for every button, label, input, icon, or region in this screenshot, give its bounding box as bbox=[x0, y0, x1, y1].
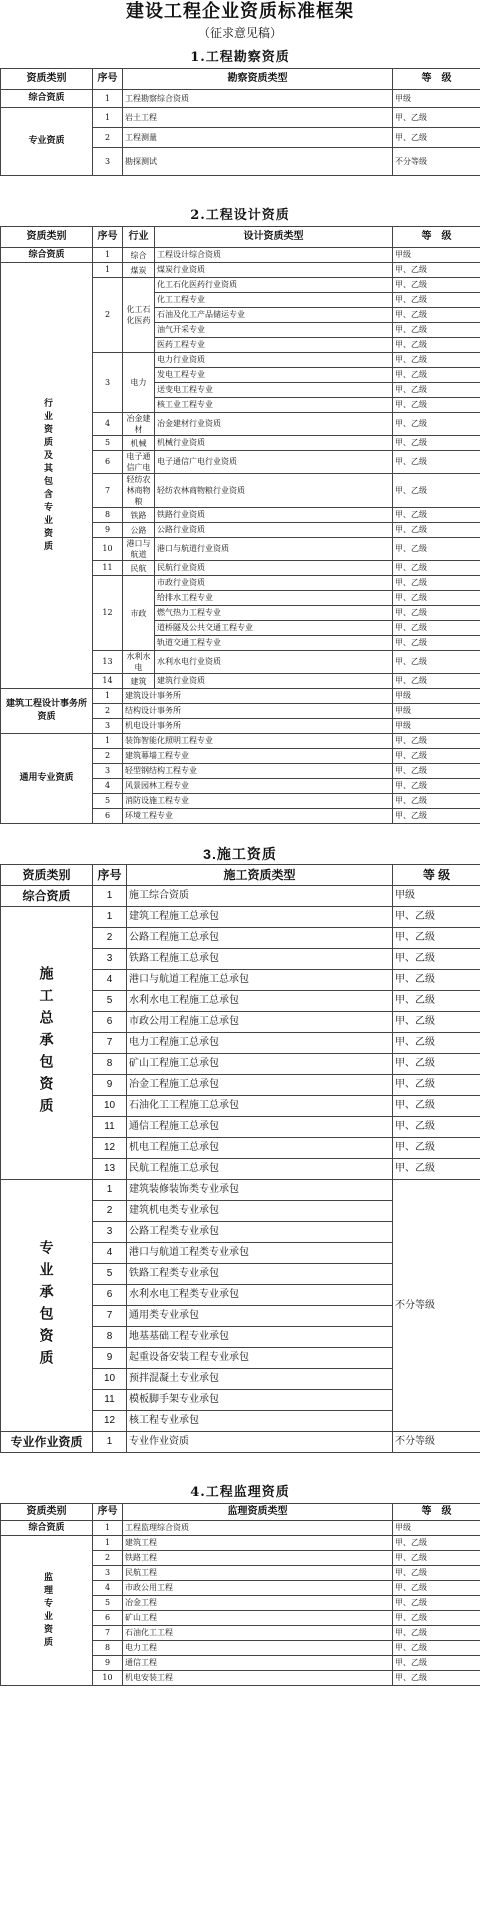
type-cell: 起重设备安装工程专业承包 bbox=[127, 1348, 393, 1369]
grade-cell: 甲级 bbox=[393, 90, 480, 108]
type-cell: 机电安装工程 bbox=[123, 1671, 393, 1686]
industry-cell: 建筑 bbox=[123, 674, 155, 689]
number-cell: 1 bbox=[93, 1536, 123, 1551]
grade-cell: 甲、乙级 bbox=[393, 413, 480, 436]
number-cell: 2 bbox=[93, 278, 123, 353]
number-cell: 11 bbox=[93, 1390, 127, 1411]
grade-cell: 甲、乙级 bbox=[393, 323, 480, 338]
number-cell: 10 bbox=[93, 1096, 127, 1117]
type-cell: 装饰智能化照明工程专业 bbox=[123, 734, 393, 749]
type-cell: 轻型钢结构工程专业 bbox=[123, 764, 393, 779]
grade-cell: 甲、乙级 bbox=[393, 907, 480, 928]
type-cell: 施工综合资质 bbox=[127, 886, 393, 907]
type-cell: 工程勘察综合资质 bbox=[123, 90, 393, 108]
supervision-table bbox=[0, 1503, 480, 1686]
type-cell: 工程测量 bbox=[123, 128, 393, 148]
type-cell: 矿山工程施工总承包 bbox=[127, 1054, 393, 1075]
grade-cell: 甲、乙级 bbox=[393, 508, 480, 523]
industry-cell: 电力 bbox=[123, 353, 155, 413]
number-cell: 3 bbox=[93, 148, 123, 176]
type-cell: 建筑装修装饰类专业承包 bbox=[127, 1180, 393, 1201]
category-cell: 施工总承包资质 bbox=[1, 907, 93, 1180]
grade-cell: 甲、乙级 bbox=[393, 1159, 480, 1180]
grade-cell: 甲、乙级 bbox=[393, 1033, 480, 1054]
grade-cell: 甲、乙级 bbox=[393, 749, 480, 764]
table-row bbox=[1, 248, 480, 263]
type-cell: 化工石化医药行业资质 bbox=[155, 278, 393, 293]
type-cell: 风景园林工程专业 bbox=[123, 779, 393, 794]
category-cell: 建筑工程设计事务所资质 bbox=[1, 689, 93, 734]
number-cell: 13 bbox=[93, 651, 123, 674]
number-cell: 3 bbox=[93, 949, 127, 970]
specialty-contract-rows bbox=[1, 1180, 480, 1432]
type-cell: 预拌混凝土专业承包 bbox=[127, 1369, 393, 1390]
number-cell: 7 bbox=[93, 1626, 123, 1641]
type-cell: 通信工程 bbox=[123, 1656, 393, 1671]
number-cell: 1 bbox=[93, 689, 123, 704]
number-cell: 2 bbox=[93, 1551, 123, 1566]
grade-cell: 甲级 bbox=[393, 704, 480, 719]
number-cell: 9 bbox=[93, 1075, 127, 1096]
number-cell: 11 bbox=[93, 1117, 127, 1138]
number-cell: 10 bbox=[93, 1671, 123, 1686]
type-cell: 冶金工程施工总承包 bbox=[127, 1075, 393, 1096]
type-cell: 民航工程 bbox=[123, 1566, 393, 1581]
table-row bbox=[1, 1180, 480, 1201]
grade-cell: 甲、乙级 bbox=[393, 734, 480, 749]
section-1-title: 1.工程勘察资质 bbox=[190, 50, 290, 65]
type-cell: 机电设计事务所 bbox=[123, 719, 393, 734]
grade-cell: 甲、乙级 bbox=[393, 1671, 480, 1686]
number-cell: 4 bbox=[93, 413, 123, 436]
grade-cell: 不分等级 bbox=[393, 1180, 480, 1432]
type-cell: 结构设计事务所 bbox=[123, 704, 393, 719]
table-row bbox=[1, 1521, 480, 1536]
type-cell: 发电工程专业 bbox=[155, 368, 393, 383]
industry-cell: 冶金建材 bbox=[123, 413, 155, 436]
number-cell: 3 bbox=[93, 1222, 127, 1243]
industry-rows bbox=[1, 263, 480, 689]
type-cell: 送变电工程专业 bbox=[155, 383, 393, 398]
grade-cell: 甲、乙级 bbox=[393, 308, 480, 323]
grade-cell: 甲、乙级 bbox=[393, 1656, 480, 1671]
number-cell: 9 bbox=[93, 1348, 127, 1369]
type-cell: 电力工程施工总承包 bbox=[127, 1033, 393, 1054]
type-cell: 地基基础工程专业承包 bbox=[127, 1327, 393, 1348]
type-cell: 核工业工程专业 bbox=[155, 398, 393, 413]
number-cell: 2 bbox=[93, 1201, 127, 1222]
number-cell: 4 bbox=[93, 779, 123, 794]
grade-cell: 甲、乙级 bbox=[393, 436, 480, 451]
number-cell: 5 bbox=[93, 1596, 123, 1611]
grade-cell: 甲、乙级 bbox=[393, 1117, 480, 1138]
industry-cell: 综合 bbox=[123, 248, 155, 263]
supervision-rows bbox=[1, 1536, 480, 1686]
header-cell: 序号 bbox=[93, 865, 127, 886]
general-rows bbox=[1, 734, 480, 824]
grade-cell: 甲、乙级 bbox=[393, 108, 480, 128]
grade-cell: 甲、乙级 bbox=[393, 794, 480, 809]
type-cell: 公路工程施工总承包 bbox=[127, 928, 393, 949]
number-cell: 9 bbox=[93, 1656, 123, 1671]
grade-cell: 甲、乙级 bbox=[393, 523, 480, 538]
grade-cell: 不分等级 bbox=[393, 148, 480, 176]
table-row bbox=[1, 689, 480, 704]
design-table bbox=[0, 226, 480, 824]
header-cell: 设计资质类型 bbox=[155, 227, 393, 248]
number-cell: 5 bbox=[93, 436, 123, 451]
number-cell: 12 bbox=[93, 576, 123, 651]
number-cell: 8 bbox=[93, 1327, 127, 1348]
header-cell: 序号 bbox=[93, 69, 123, 90]
grade-cell: 甲、乙级 bbox=[393, 398, 480, 413]
industry-cell: 轻纺农林商物粮 bbox=[123, 474, 155, 508]
grade-cell: 甲、乙级 bbox=[393, 353, 480, 368]
header-cell: 资质类别 bbox=[1, 865, 93, 886]
grade-cell: 甲、乙级 bbox=[393, 949, 480, 970]
industry-cell: 铁路 bbox=[123, 508, 155, 523]
header-cell: 等 级 bbox=[393, 1504, 480, 1521]
type-cell: 民航行业资质 bbox=[155, 561, 393, 576]
industry-cell: 电子通信广电 bbox=[123, 451, 155, 474]
type-cell: 工程设计综合资质 bbox=[155, 248, 393, 263]
section-3-title: 3.施工资质 bbox=[203, 846, 277, 862]
header-cell: 序号 bbox=[93, 227, 123, 248]
number-cell: 1 bbox=[93, 886, 127, 907]
number-cell: 5 bbox=[93, 794, 123, 809]
header-cell: 等 级 bbox=[393, 69, 480, 90]
table-header bbox=[1, 227, 480, 248]
grade-cell: 甲、乙级 bbox=[393, 293, 480, 308]
number-cell: 6 bbox=[93, 1012, 127, 1033]
number-cell: 2 bbox=[93, 749, 123, 764]
type-cell: 轨道交通工程专业 bbox=[155, 636, 393, 651]
grade-cell: 甲、乙级 bbox=[393, 928, 480, 949]
category-cell: 专业承包资质 bbox=[1, 1180, 93, 1432]
type-cell: 矿山工程 bbox=[123, 1611, 393, 1626]
type-cell: 铁路工程施工总承包 bbox=[127, 949, 393, 970]
header-cell: 勘察资质类型 bbox=[123, 69, 393, 90]
type-cell: 通用类专业承包 bbox=[127, 1306, 393, 1327]
type-cell: 机械行业资质 bbox=[155, 436, 393, 451]
number-cell: 1 bbox=[93, 1521, 123, 1536]
industry-cell: 水利水电 bbox=[123, 651, 155, 674]
grade-cell: 甲、乙级 bbox=[393, 636, 480, 651]
number-cell: 10 bbox=[93, 1369, 127, 1390]
number-cell: 7 bbox=[93, 1033, 127, 1054]
number-cell: 3 bbox=[93, 353, 123, 413]
table-row bbox=[1, 734, 480, 749]
grade-cell: 甲级 bbox=[393, 689, 480, 704]
type-cell: 煤炭行业资质 bbox=[155, 263, 393, 278]
doc-title: 建设工程企业资质标准框架 bbox=[126, 1, 354, 22]
grade-cell: 甲、乙级 bbox=[393, 1054, 480, 1075]
grade-cell: 甲、乙级 bbox=[393, 1012, 480, 1033]
number-cell: 8 bbox=[93, 1641, 123, 1656]
type-cell: 岩土工程 bbox=[123, 108, 393, 128]
type-cell: 轻纺农林商物粮行业资质 bbox=[155, 474, 393, 508]
number-cell: 14 bbox=[93, 674, 123, 689]
grade-cell: 甲、乙级 bbox=[393, 1075, 480, 1096]
type-cell: 铁路工程 bbox=[123, 1551, 393, 1566]
number-cell: 4 bbox=[93, 1243, 127, 1264]
type-cell: 机电工程施工总承包 bbox=[127, 1138, 393, 1159]
type-cell: 建筑行业资质 bbox=[155, 674, 393, 689]
number-cell: 6 bbox=[93, 1285, 127, 1306]
grade-cell: 甲、乙级 bbox=[393, 674, 480, 689]
construction-table bbox=[0, 864, 480, 1453]
number-cell: 9 bbox=[93, 523, 123, 538]
type-cell: 民航工程施工总承包 bbox=[127, 1159, 393, 1180]
type-cell: 给排水工程专业 bbox=[155, 591, 393, 606]
type-cell: 建筑工程 bbox=[123, 1536, 393, 1551]
section-2-title: 2.工程设计资质 bbox=[190, 208, 290, 223]
type-cell: 冶金建材行业资质 bbox=[155, 413, 393, 436]
number-cell: 2 bbox=[93, 928, 127, 949]
industry-cell: 机械 bbox=[123, 436, 155, 451]
table-header bbox=[1, 865, 480, 886]
type-cell: 水利水电工程类专业承包 bbox=[127, 1285, 393, 1306]
type-cell: 通信工程施工总承包 bbox=[127, 1117, 393, 1138]
grade-cell: 甲、乙级 bbox=[393, 576, 480, 591]
number-cell: 3 bbox=[93, 764, 123, 779]
grade-cell: 甲、乙级 bbox=[393, 1611, 480, 1626]
survey-table bbox=[0, 68, 480, 176]
type-cell: 燃气热力工程专业 bbox=[155, 606, 393, 621]
grade-cell: 甲、乙级 bbox=[393, 561, 480, 576]
number-cell: 4 bbox=[93, 1581, 123, 1596]
grade-cell: 甲、乙级 bbox=[393, 621, 480, 636]
number-cell: 1 bbox=[93, 907, 127, 928]
table-row bbox=[1, 1432, 480, 1453]
grade-cell: 甲、乙级 bbox=[393, 1536, 480, 1551]
number-cell: 1 bbox=[93, 734, 123, 749]
type-cell: 电力行业资质 bbox=[155, 353, 393, 368]
grade-cell: 甲、乙级 bbox=[393, 1596, 480, 1611]
grade-cell: 甲级 bbox=[393, 719, 480, 734]
industry-cell: 煤炭 bbox=[123, 263, 155, 278]
type-cell: 核工程专业承包 bbox=[127, 1411, 393, 1432]
number-cell: 5 bbox=[93, 991, 127, 1012]
type-cell: 港口与航道工程施工总承包 bbox=[127, 970, 393, 991]
grade-cell: 甲、乙级 bbox=[393, 538, 480, 561]
grade-cell: 甲、乙级 bbox=[393, 809, 480, 824]
number-cell: 12 bbox=[93, 1138, 127, 1159]
industry-cell: 化工石化医药 bbox=[123, 278, 155, 353]
table-row bbox=[1, 108, 480, 128]
table-row bbox=[1, 907, 480, 928]
number-cell: 8 bbox=[93, 508, 123, 523]
category-cell: 综合资质 bbox=[1, 90, 93, 108]
number-cell: 10 bbox=[93, 538, 123, 561]
grade-cell: 甲、乙级 bbox=[393, 591, 480, 606]
firm-rows bbox=[1, 689, 480, 734]
header-cell: 行业 bbox=[123, 227, 155, 248]
header-cell: 等 级 bbox=[393, 865, 480, 886]
number-cell: 1 bbox=[93, 263, 123, 278]
grade-cell: 甲、乙级 bbox=[393, 651, 480, 674]
industry-cell: 民航 bbox=[123, 561, 155, 576]
industry-cell: 公路 bbox=[123, 523, 155, 538]
category-cell: 综合资质 bbox=[1, 886, 93, 907]
grade-cell: 甲、乙级 bbox=[393, 991, 480, 1012]
category-cell: 综合资质 bbox=[1, 248, 93, 263]
grade-cell: 甲、乙级 bbox=[393, 779, 480, 794]
grade-cell: 甲级 bbox=[393, 248, 480, 263]
grade-cell: 甲、乙级 bbox=[393, 970, 480, 991]
number-cell: 3 bbox=[93, 1566, 123, 1581]
table-header bbox=[1, 69, 480, 90]
table-header bbox=[1, 1504, 480, 1521]
number-cell: 7 bbox=[93, 474, 123, 508]
type-cell: 化工工程专业 bbox=[155, 293, 393, 308]
number-cell: 1 bbox=[93, 1180, 127, 1201]
grade-cell: 甲、乙级 bbox=[393, 764, 480, 779]
type-cell: 石油及化工产品储运专业 bbox=[155, 308, 393, 323]
general-contract-rows bbox=[1, 907, 480, 1180]
type-cell: 水利水电工程施工总承包 bbox=[127, 991, 393, 1012]
number-cell: 1 bbox=[93, 1432, 127, 1453]
number-cell: 1 bbox=[93, 90, 123, 108]
type-cell: 道桥隧及公共交通工程专业 bbox=[155, 621, 393, 636]
type-cell: 建筑工程施工总承包 bbox=[127, 907, 393, 928]
type-cell: 建筑机电类专业承包 bbox=[127, 1201, 393, 1222]
type-cell: 水利水电行业资质 bbox=[155, 651, 393, 674]
table-row bbox=[1, 263, 480, 278]
grade-cell: 甲、乙级 bbox=[393, 128, 480, 148]
header-cell: 资质类别 bbox=[1, 69, 93, 90]
category-cell: 监理专业资质 bbox=[1, 1536, 93, 1686]
type-cell: 勘探测试 bbox=[123, 148, 393, 176]
number-cell: 6 bbox=[93, 1611, 123, 1626]
number-cell: 6 bbox=[93, 451, 123, 474]
number-cell: 4 bbox=[93, 970, 127, 991]
number-cell: 11 bbox=[93, 561, 123, 576]
grade-cell: 甲、乙级 bbox=[393, 338, 480, 353]
grade-cell: 甲、乙级 bbox=[393, 1581, 480, 1596]
grade-cell: 甲、乙级 bbox=[393, 474, 480, 508]
header-cell: 等 级 bbox=[393, 227, 480, 248]
type-cell: 消防设施工程专业 bbox=[123, 794, 393, 809]
number-cell: 1 bbox=[93, 108, 123, 128]
type-cell: 铁路行业资质 bbox=[155, 508, 393, 523]
header-cell: 序号 bbox=[93, 1504, 123, 1521]
type-cell: 港口与航道工程类专业承包 bbox=[127, 1243, 393, 1264]
grade-cell: 甲、乙级 bbox=[393, 278, 480, 293]
type-cell: 公路行业资质 bbox=[155, 523, 393, 538]
type-cell: 专业作业资质 bbox=[127, 1432, 393, 1453]
type-cell: 市政公用工程施工总承包 bbox=[127, 1012, 393, 1033]
grade-cell: 甲、乙级 bbox=[393, 606, 480, 621]
number-cell: 13 bbox=[93, 1159, 127, 1180]
type-cell: 港口与航道行业资质 bbox=[155, 538, 393, 561]
grade-cell: 不分等级 bbox=[393, 1432, 480, 1453]
grade-cell: 甲、乙级 bbox=[393, 451, 480, 474]
grade-cell: 甲级 bbox=[393, 886, 480, 907]
type-cell: 模板脚手架专业承包 bbox=[127, 1390, 393, 1411]
type-cell: 公路工程类专业承包 bbox=[127, 1222, 393, 1243]
type-cell: 市政公用工程 bbox=[123, 1581, 393, 1596]
type-cell: 铁路工程类专业承包 bbox=[127, 1264, 393, 1285]
type-cell: 市政行业资质 bbox=[155, 576, 393, 591]
header-cell: 监理资质类型 bbox=[123, 1504, 393, 1521]
type-cell: 医药工程专业 bbox=[155, 338, 393, 353]
header-cell: 资质类别 bbox=[1, 227, 93, 248]
type-cell: 电力工程 bbox=[123, 1641, 393, 1656]
number-cell: 1 bbox=[93, 248, 123, 263]
type-cell: 电子通信广电行业资质 bbox=[155, 451, 393, 474]
header-cell: 资质类别 bbox=[1, 1504, 93, 1521]
doc-subtitle: （征求意见稿） bbox=[197, 26, 282, 40]
number-cell: 5 bbox=[93, 1264, 127, 1285]
grade-cell: 甲、乙级 bbox=[393, 1626, 480, 1641]
category-cell: 综合资质 bbox=[1, 1521, 93, 1536]
table-row bbox=[1, 886, 480, 907]
category-cell: 行业资质及其包含专业资质 bbox=[1, 263, 93, 689]
type-cell: 石油化工工程 bbox=[123, 1626, 393, 1641]
grade-cell: 甲、乙级 bbox=[393, 383, 480, 398]
section-4-title: 4.工程监理资质 bbox=[190, 1485, 290, 1500]
grade-cell: 甲、乙级 bbox=[393, 1641, 480, 1656]
grade-cell: 甲、乙级 bbox=[393, 1096, 480, 1117]
type-cell: 冶金工程 bbox=[123, 1596, 393, 1611]
number-cell: 8 bbox=[93, 1054, 127, 1075]
type-cell: 油气开采专业 bbox=[155, 323, 393, 338]
type-cell: 石油化工工程施工总承包 bbox=[127, 1096, 393, 1117]
type-cell: 建筑幕墙工程专业 bbox=[123, 749, 393, 764]
grade-cell: 甲、乙级 bbox=[393, 1551, 480, 1566]
category-cell: 专业作业资质 bbox=[1, 1432, 93, 1453]
category-cell: 通用专业资质 bbox=[1, 734, 93, 824]
industry-cell: 港口与航道 bbox=[123, 538, 155, 561]
type-cell: 建筑设计事务所 bbox=[123, 689, 393, 704]
number-cell: 3 bbox=[93, 719, 123, 734]
grade-cell: 甲、乙级 bbox=[393, 263, 480, 278]
number-cell: 7 bbox=[93, 1306, 127, 1327]
grade-cell: 甲、乙级 bbox=[393, 1138, 480, 1159]
table-row bbox=[1, 90, 480, 108]
grade-cell: 甲级 bbox=[393, 1521, 480, 1536]
header-cell: 施工资质类型 bbox=[127, 865, 393, 886]
type-cell: 工程监理综合资质 bbox=[123, 1521, 393, 1536]
grade-cell: 甲、乙级 bbox=[393, 368, 480, 383]
category-cell: 专业资质 bbox=[1, 108, 93, 176]
industry-cell: 市政 bbox=[123, 576, 155, 651]
number-cell: 12 bbox=[93, 1411, 127, 1432]
number-cell: 2 bbox=[93, 128, 123, 148]
number-cell: 6 bbox=[93, 809, 123, 824]
number-cell: 2 bbox=[93, 704, 123, 719]
type-cell: 环境工程专业 bbox=[123, 809, 393, 824]
grade-cell: 甲、乙级 bbox=[393, 1566, 480, 1581]
table-row bbox=[1, 1536, 480, 1551]
